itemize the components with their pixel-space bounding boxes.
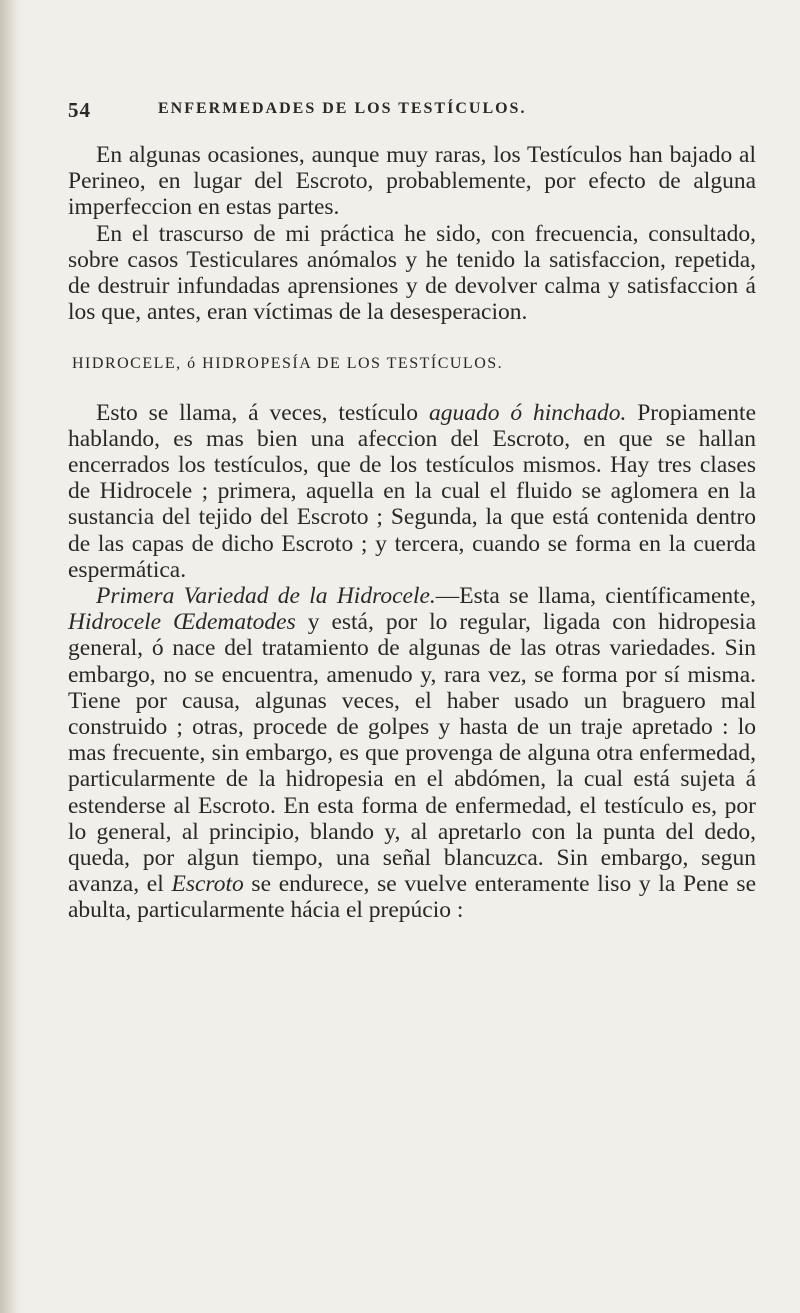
paragraph-3-italic: aguado ó hinchado. [428,399,627,426]
running-head [68,98,756,122]
paragraph-1: En algunas ocasiones, aunque muy raras, los Testículos han bajado al Perineo, en lugar del Escroto, probablemente, por efecto de alguna imperfeccion en estas partes. [68,142,756,221]
paragraph-3 [68,400,756,583]
paragraph-4-italic-term: Hidrocele Œdematodes [68,609,296,636]
page-body [68,142,756,924]
paragraph-4 [68,583,756,924]
paragraph-4-text-b: y está, por lo regular, ligada con hidropesia general, ó nace del tratamiento de algunas de las otras variedades. Sin embargo, no se encuentra, amenudo y, rara vez, se forma por sí misma. Tiene por causa, algunas veces, el haber usado un braguero mal construido ; otras, procede de golpes y hasta de un traje apretado : lo mas frecuente, sin embargo, es que provenga de alguna otra enfermedad, particularmente de la hidropesia en el abdómen, la cual está sujeta á estenderse al Escroto. En esta forma de enfermedad, el testículo es, por lo general, al principio, blando y, al apretarlo con la punta del dedo, queda, por algun tiempo, una señal blancuzca. Sin embargo, segun avanza, el [68,609,757,898]
paragraph-2: En el trascurso de mi práctica he sido, con frecuencia, consultado, sobre casos Testiculares anómalos y he tenido la satisfaccion, repetida, de destruir infundadas aprensiones y de devolver calma y satisfaccion á los que, antes, eran víctimas de la desesperacion. [68,220,756,326]
paragraph-4-text-a: —Esta se llama, científicamente, [435,583,756,610]
paragraph-3-text-b: Propiamente hablando, es mas bien una afeccion del Escroto, en que se hallan encerrados los testículos, que de los testículos mismos. Hay tres clases de Hidrocele ; primera, aquella en la cual el fluido se aglomera en la sustancia del tejido del Escroto ; Segunda, la que está contenida dentro de las capas de dicho Escroto ; y tercera, cuando se forma en la cuerda espermática. [68,399,756,583]
running-title: ENFERMEDADES DE LOS TESTÍCULOS. [158,100,527,117]
section-heading: HIDROCELE, ó HIDROPESÍA DE LOS TESTÍCULOS. [72,355,504,373]
paragraph-4-text-c: se endurece, se vuelve enteramente liso y la Pene se abulta, particularmente hácia el prepúcio : [68,871,756,924]
paragraph-3-text-a: Esto se llama, á veces, testículo [96,399,429,426]
paragraph-4-italic-escroto: Escroto [171,871,244,898]
page-number: 54 [68,98,91,122]
book-gutter [0,0,22,1313]
paragraph-4-lead: Primera Variedad de la Hidrocele. [96,583,436,610]
